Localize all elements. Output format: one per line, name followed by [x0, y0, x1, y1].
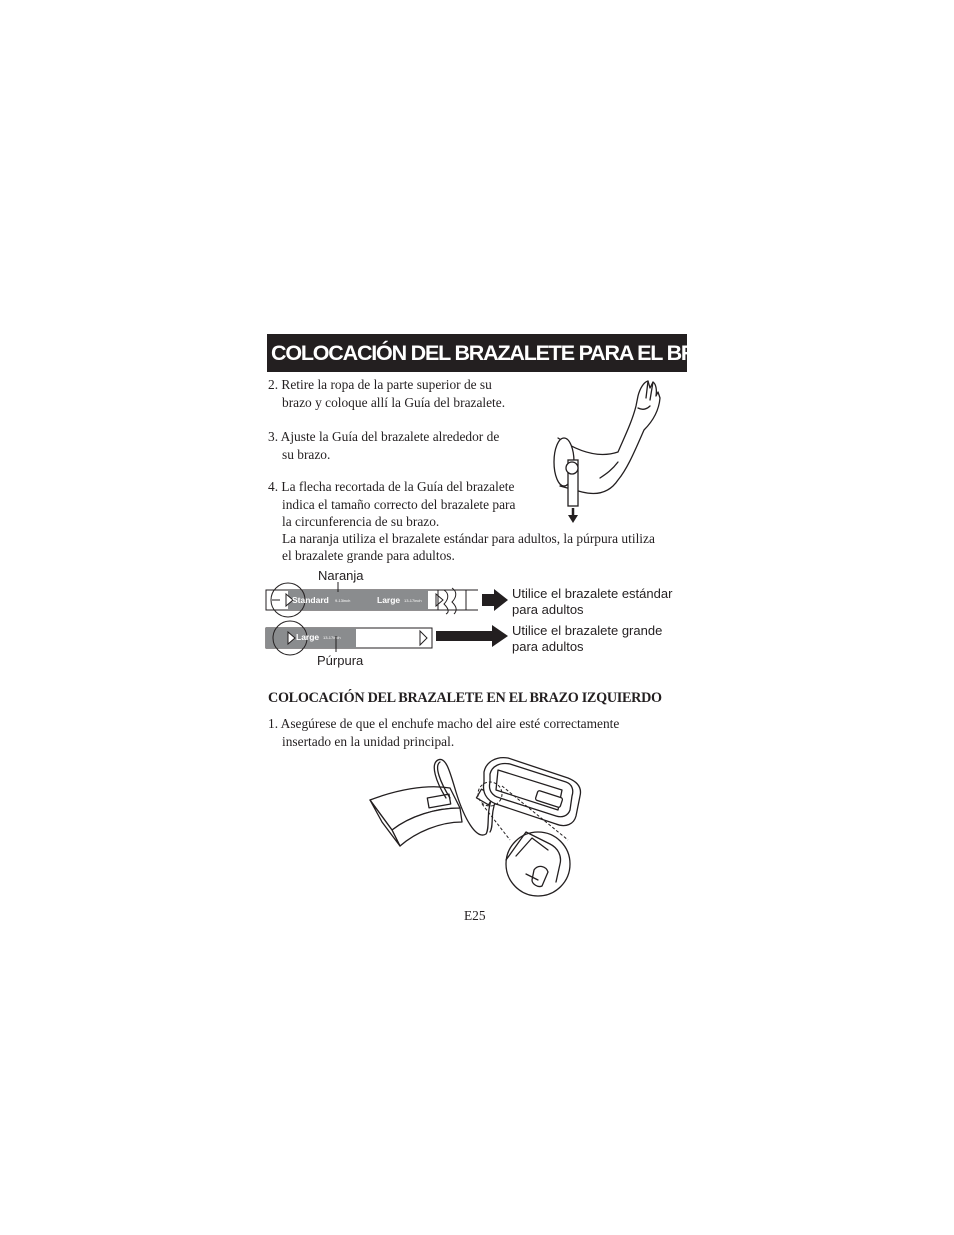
left-arm-section-title: COLOCACIÓN DEL BRAZALETE EN EL BRAZO IZQUIERDO	[268, 690, 662, 706]
strip-standard-label: Standard	[292, 595, 329, 605]
arrow-standard-icon	[482, 589, 508, 611]
step-4-line-5: el brazalete grande para adultos.	[282, 548, 455, 563]
left-arm-step-1-line-2: insertado en la unidad principal.	[282, 734, 455, 749]
step-4-line-4: La naranja utiliza el brazalete estándar para adultos, la púrpura utiliza	[282, 531, 655, 546]
step-4-line-3: la circunferencia de su brazo.	[282, 514, 440, 529]
strip-large-range: 13-17inch	[323, 635, 341, 640]
step-2-line-2: brazo y coloque allí la Guía del brazalete.	[282, 395, 506, 410]
strip-large-label: Large	[296, 632, 320, 642]
arm-with-cuff-guide-illustration	[540, 378, 670, 526]
step-3-line-2: su brazo.	[282, 447, 331, 462]
label-leader-lines	[330, 580, 360, 660]
arrow-large-icon	[436, 625, 508, 647]
strip-standard-range: 9-13inch	[335, 598, 351, 603]
result-large-line-1: Utilice el brazalete grande	[512, 623, 663, 638]
strip-standard-large-label: Large	[377, 595, 401, 605]
cuff-and-monitor-illustration	[366, 752, 582, 900]
step-3-line-1: 3. Ajuste la Guía del brazalete alrededor de	[268, 429, 500, 444]
result-standard-line-2: para adultos	[512, 602, 584, 617]
step-4-line-1: 4. La flecha recortada de la Guía del brazalete	[268, 479, 515, 494]
label-naranja: Naranja	[318, 568, 364, 583]
result-standard-line-1: Utilice el brazalete estándar	[512, 586, 673, 601]
step-4-line-2: indica el tamaño correcto del brazalete para	[282, 497, 516, 512]
strip-standard-large-range: 13-17inch	[404, 598, 422, 603]
section-title-banner: COLOCACIÓN DEL BRAZALETE PARA EL BRAZO	[267, 334, 687, 372]
page-number: E25	[464, 908, 486, 923]
result-large-line-2: para adultos	[512, 639, 584, 654]
step-2-line-1: 2. Retire la ropa de la parte superior de su	[268, 377, 492, 392]
left-arm-step-1-line-1: 1. Asegúrese de que el enchufe macho del aire esté correctamente	[268, 716, 620, 731]
label-purpura: Púrpura	[317, 653, 364, 668]
